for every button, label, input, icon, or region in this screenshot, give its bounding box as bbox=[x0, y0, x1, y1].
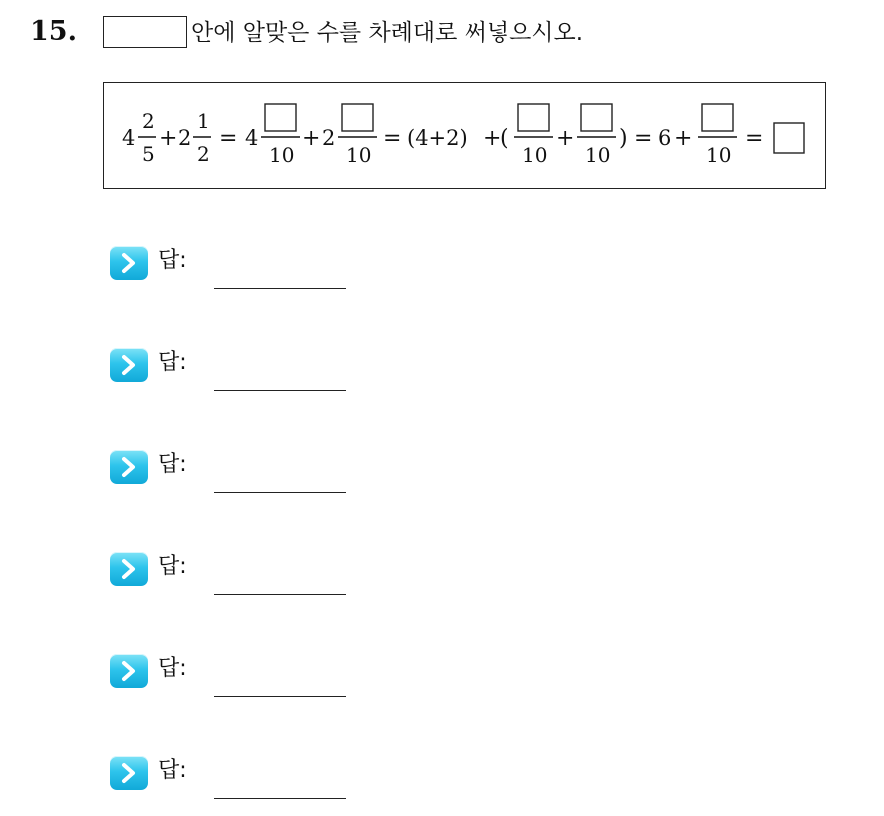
numerator-blank bbox=[518, 104, 549, 131]
numerator-blank bbox=[342, 104, 373, 131]
denominator-10: 10 bbox=[585, 143, 611, 167]
result-blank bbox=[774, 123, 804, 153]
numerator-blank bbox=[581, 104, 612, 131]
chevron-right-icon bbox=[110, 348, 148, 382]
numerator-blank bbox=[702, 104, 733, 131]
chevron-right-icon bbox=[110, 246, 148, 280]
question-text: 안에 알맞은 수를 차례대로 써넣으시오. bbox=[191, 20, 584, 46]
numerator-blank bbox=[265, 104, 296, 131]
answer-label: 답: bbox=[158, 656, 187, 681]
close-paren: ) bbox=[619, 126, 628, 151]
answer-row bbox=[110, 654, 370, 714]
equals-sign: = bbox=[745, 126, 764, 151]
answer-input-line[interactable] bbox=[214, 390, 346, 391]
denominator-10: 10 bbox=[346, 143, 372, 167]
answer-row bbox=[110, 450, 370, 510]
answer-label: 답: bbox=[158, 350, 187, 375]
mixed2-denominator: 2 bbox=[197, 142, 210, 166]
six: 6 bbox=[658, 126, 672, 150]
answer-input-line[interactable] bbox=[214, 288, 346, 289]
term3-whole: 4 bbox=[245, 126, 259, 150]
plus-sign: + bbox=[556, 126, 575, 151]
mixed1-numerator: 2 bbox=[142, 109, 155, 133]
plus-sign: + bbox=[483, 126, 502, 151]
answer-label: 답: bbox=[158, 248, 187, 273]
equals-sign: = bbox=[634, 126, 653, 151]
equals-sign: = bbox=[219, 126, 238, 151]
answer-row bbox=[110, 552, 370, 612]
answer-row bbox=[110, 246, 370, 306]
denominator-10: 10 bbox=[269, 143, 295, 167]
equation-svg bbox=[104, 83, 827, 190]
answer-blank-box bbox=[103, 16, 187, 48]
mixed1-whole: 4 bbox=[122, 126, 136, 150]
answer-input-line[interactable] bbox=[214, 798, 346, 799]
answer-row bbox=[110, 756, 370, 816]
plus-sign: + bbox=[674, 126, 693, 151]
chevron-right-icon bbox=[110, 450, 148, 484]
mixed2-numerator: 1 bbox=[197, 109, 210, 133]
answer-label: 답: bbox=[158, 452, 187, 477]
term4-whole: 2 bbox=[322, 126, 336, 150]
equals-sign: = bbox=[383, 126, 402, 151]
paren-group: (4+2) bbox=[407, 126, 468, 150]
question-number: 15. bbox=[30, 16, 77, 47]
open-paren: ( bbox=[500, 126, 509, 151]
answer-input-line[interactable] bbox=[214, 594, 346, 595]
chevron-right-icon bbox=[110, 756, 148, 790]
denominator-10: 10 bbox=[706, 143, 732, 167]
chevron-right-icon bbox=[110, 552, 148, 586]
chevron-right-icon bbox=[110, 654, 148, 688]
answer-input-line[interactable] bbox=[214, 696, 346, 697]
answer-row bbox=[110, 348, 370, 408]
plus-sign: + bbox=[302, 126, 321, 151]
denominator-10: 10 bbox=[522, 143, 548, 167]
answer-label: 답: bbox=[158, 554, 187, 579]
equation-box bbox=[103, 82, 826, 189]
mixed2-whole: 2 bbox=[178, 126, 192, 150]
mixed1-denominator: 5 bbox=[142, 142, 155, 166]
answer-label: 답: bbox=[158, 758, 187, 783]
answer-input-line[interactable] bbox=[214, 492, 346, 493]
plus-sign: + bbox=[159, 126, 178, 151]
